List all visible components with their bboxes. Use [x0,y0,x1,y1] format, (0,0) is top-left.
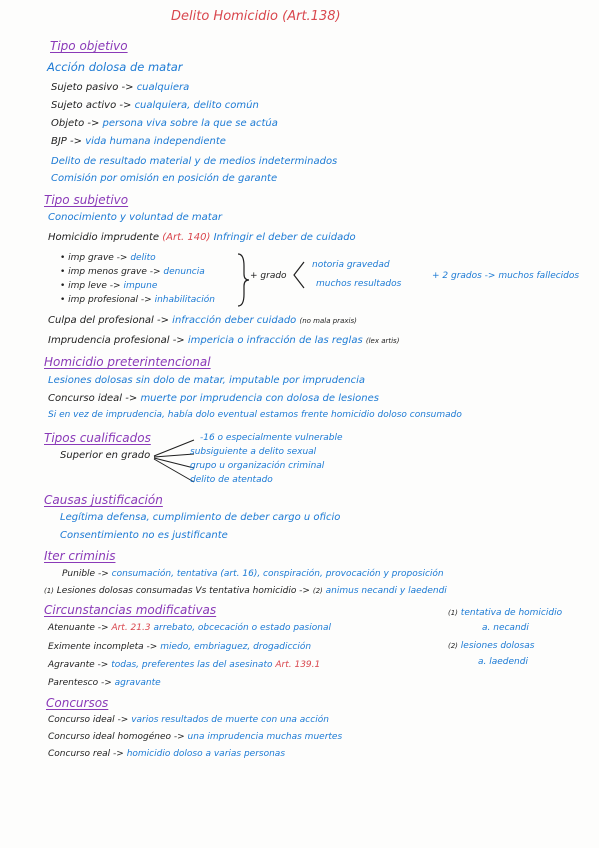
imp-menos-grave-key: • imp menos grave -> [60,267,161,277]
bjp-row [51,137,226,147]
punible-val: consumación, tentativa (art. 16), conspiración, provocación y proposición [111,569,444,579]
concurso-ideal-pret-key: Concurso ideal -> [48,393,138,404]
culpa-profesional-val: infracción deber cuidado [172,315,297,326]
agravante-row [48,661,320,670]
concurso-ideal-pret-row [48,394,379,404]
atenuante-art: Art. 21.3 [111,623,151,633]
side-laedendi: a. laedendi [478,657,528,667]
imp-grave-row [60,254,156,263]
side-note-lesiones [448,642,534,651]
lesiones-vs-tentativa-val: animus necandi y laedendi [325,586,447,596]
side-marker-1: (1) [448,609,458,617]
atenuante-key: Atenuante -> [48,623,109,633]
parentesco-key: Parentesco -> [48,678,112,688]
bjp-key: BJP -> [51,136,83,147]
atenuante-val: arrebato, obcecación o estado pasional [153,623,331,633]
homicidio-imprudente-art: (Art. 140) [162,232,211,243]
consentimiento: Consentimiento no es justificante [60,530,228,541]
imp-profesional-key: • imp profesional -> [60,295,152,305]
iter-marker-2: (2) [312,587,323,595]
imp-leve-val: impune [123,281,158,291]
concurso-ideal-row [48,716,329,725]
imprudencia-profesional-key: Imprudencia profesional -> [48,335,185,346]
lesiones-dolosas: Lesiones dolosas sin dolo de matar, imputable por imprudencia [48,375,366,386]
imprudencia-profesional-val: impericia o infracción de las reglas [187,335,363,346]
iter-marker-1: (1) [44,587,54,595]
objeto-val: persona viva sobre la que se actúa [102,118,278,129]
left-angle-icon [292,260,306,290]
delito-resultado: Delito de resultado material y de medios indeterminados [51,156,338,167]
imp-profesional-val: inhabilitación [154,295,215,305]
objeto-key: Objeto -> [51,118,100,129]
sujeto-activo-row [51,101,259,111]
imp-profesional-row [60,296,215,305]
heading-concursos: Concursos [46,696,109,710]
sujeto-pasivo-row [51,83,189,93]
homicidio-imprudente-key: Homicidio imprudente [48,232,160,243]
heading-tipo-objetivo: Tipo objetivo [50,39,128,53]
eximente-val: miedo, embriaguez, drogadicción [160,642,312,652]
agravante-key: Agravante -> [48,660,109,670]
culpa-profesional-key: Culpa del profesional -> [48,315,169,326]
heading-causas: Causas justificación [44,493,163,507]
mas-dos-grados: + 2 grados -> muchos fallecidos [432,271,580,281]
parentesco-row [48,679,161,688]
eximente-key: Eximente incompleta -> [48,642,158,652]
page-title: Delito Homicidio (Art.138) [171,9,341,24]
concurso-ideal-val: varios resultados de muerte con una acción [131,715,329,725]
accion-dolosa: Acción dolosa de matar [47,60,183,74]
concurso-real-row [48,750,285,759]
sujeto-pasivo-val: cualquiera [136,82,190,93]
heading-cualificados: Tipos cualificados [44,431,151,445]
side-marker-2: (2) [448,642,458,650]
side-note-tentativa [448,609,562,618]
homicidio-imprudente-val: Infringir el deber de cuidado [213,232,356,243]
punible-row [62,570,444,579]
right-brace-icon [236,252,250,308]
concurso-real-key: Concurso real -> [48,749,124,759]
culpa-profesional-row [48,316,357,326]
imp-menos-grave-val: denuncia [163,267,205,277]
concurso-homogeneo-key: Concurso ideal homogéneo -> [48,732,185,742]
superior-en-grado: Superior en grado [60,450,151,461]
muchos-resultados: muchos resultados [316,279,402,289]
agravante-val: todas, preferentes las del asesinato [111,660,273,670]
sujeto-activo-key: Sujeto activo -> [51,100,132,111]
imp-leve-key: • imp leve -> [60,281,121,291]
cualificado-organizacion: grupo u organización criminal [190,461,325,471]
mas-grado: + grado [250,271,287,281]
parentesco-val: agravante [114,678,161,688]
objeto-row [51,119,278,129]
concurso-ideal-key: Concurso ideal -> [48,715,129,725]
side-lesiones-text: lesiones dolosas [460,641,535,651]
heading-tipo-subjetivo: Tipo subjetivo [44,193,129,207]
sujeto-activo-val: cualquiera, delito común [134,100,259,111]
cualificado-atentado: delito de atentado [190,475,273,485]
imp-grave-key: • imp grave -> [60,253,128,263]
sujeto-pasivo-key: Sujeto pasivo -> [51,82,134,93]
comision-omision: Comisión por omisión en posición de garante [51,173,278,184]
legitima-defensa: Legítima defensa, cumplimiento de deber cargo u oficio [60,512,341,523]
homicidio-imprudente-row [48,233,356,243]
imp-grave-val: delito [130,253,156,263]
heading-circunstancias: Circunstancias modificativas [44,603,217,617]
bjp-val: vida humana independiente [85,136,226,147]
lesiones-vs-tentativa-row [44,587,447,596]
concurso-homogeneo-row [48,733,342,742]
cualificado-delito-sexual: subsiguiente a delito sexual [190,447,317,457]
side-tentativa-text: tentativa de homicidio [460,608,563,618]
imp-menos-grave-row [60,268,205,277]
concurso-real-val: homicidio doloso a varias personas [126,749,286,759]
conocimiento-voluntad: Conocimiento y voluntad de matar [48,212,222,223]
atenuante-row [48,624,331,633]
lesiones-vs-tentativa-key: Lesiones dolosas consumadas Vs tentativa homicidio -> [56,586,310,596]
concurso-ideal-pret-val: muerte por imprudencia con dolosa de lesiones [140,393,379,404]
si-en-vez: Si en vez de imprudencia, había dolo eventual estamos frente homicidio doloso consumado [48,410,462,420]
notoria-gravedad: notoria gravedad [312,260,390,270]
eximente-row [48,643,311,652]
imprudencia-profesional-note: (lex artis) [365,337,400,345]
concurso-homogeneo-val: una imprudencia muchas muertes [187,732,343,742]
heading-iter-criminis: Iter criminis [44,549,116,563]
agravante-art: Art. 139.1 [275,660,321,670]
culpa-profesional-note: (no mala praxis) [299,317,357,325]
imprudencia-profesional-row [48,336,399,346]
heading-preterintencional: Homicidio preterintencional [44,355,211,369]
punible-key: Punible -> [62,569,109,579]
side-necandi: a. necandi [482,623,529,633]
cualificado-menor-16: -16 o especialmente vulnerable [200,433,343,443]
imp-leve-row [60,282,157,291]
